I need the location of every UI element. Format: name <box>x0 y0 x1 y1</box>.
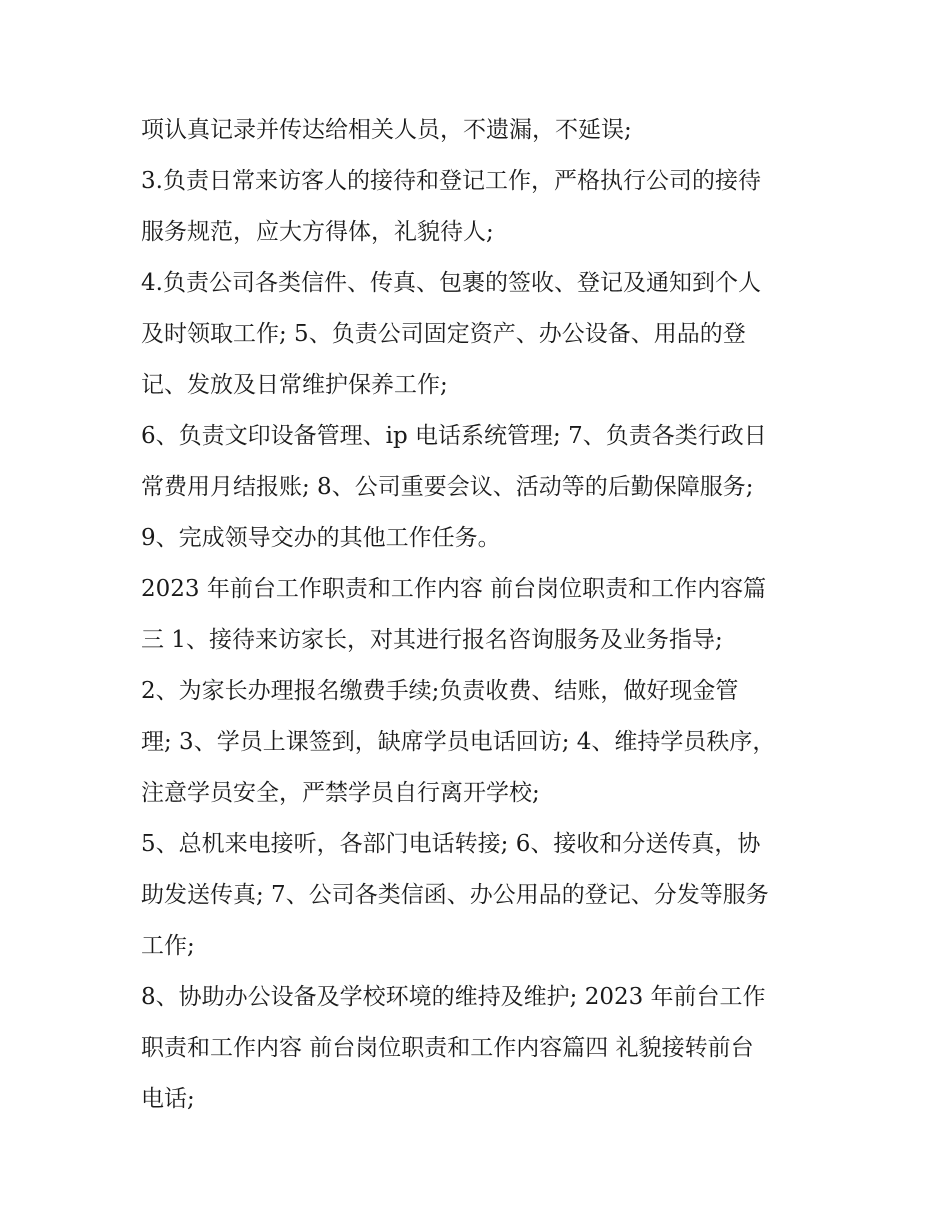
text-line-17: 工作; <box>141 933 195 959</box>
text-line-8: 常费用月结报账; 8、公司重要会议、活动等的后勤保障服务; <box>141 474 754 500</box>
document-body <box>141 105 821 1125</box>
text-line-5: 及时领取工作; 5、负责公司固定资产、办公设备、用品的登 <box>141 321 746 347</box>
text-line-4: 4.负责公司各类信件、传真、包裹的签收、登记及通知到个人 <box>141 270 761 296</box>
text-line-7: 6、负责文印设备管理、ip 电话系统管理; 7、负责各类行政日 <box>141 423 767 449</box>
text-line-15: 5、总机来电接听，各部门电话转接; 6、接收和分送传真，协 <box>141 831 761 857</box>
text-line-3: 服务规范，应大方得体，礼貌待人; <box>141 219 494 245</box>
text-line-2: 3.负责日常来访客人的接待和登记工作，严格执行公司的接待 <box>141 168 761 194</box>
text-line-1: 项认真记录并传达给相关人员，不遗漏，不延误; <box>141 117 632 143</box>
text-line-20: 电话; <box>141 1086 195 1112</box>
text-line-18: 8、协助办公设备及学校环境的维持及维护; 2023 年前台工作 <box>141 984 766 1010</box>
text-line-14: 注意学员安全，严禁学员自行离开学校; <box>141 780 540 806</box>
text-line-19: 职责和工作内容 前台岗位职责和工作内容篇四 礼貌接转前台 <box>141 1035 754 1061</box>
text-line-11: 三 1、接待来访家长，对其进行报名咨询服务及业务指导; <box>141 627 723 653</box>
text-line-10: 2023 年前台工作职责和工作内容 前台岗位职责和工作内容篇 <box>141 576 767 602</box>
text-line-6: 记、发放及日常维护保养工作; <box>141 372 448 398</box>
text-line-13: 理; 3、学员上课签到，缺席学员电话回访; 4、维持学员秩序， <box>141 729 776 755</box>
text-line-16: 助发送传真; 7、公司各类信函、办公用品的登记、分发等服务 <box>141 882 769 908</box>
text-line-9: 9、完成领导交办的其他工作任务。 <box>141 525 501 551</box>
text-line-12: 2、为家长办理报名缴费手续;负责收费、结账，做好现金管 <box>141 678 739 704</box>
